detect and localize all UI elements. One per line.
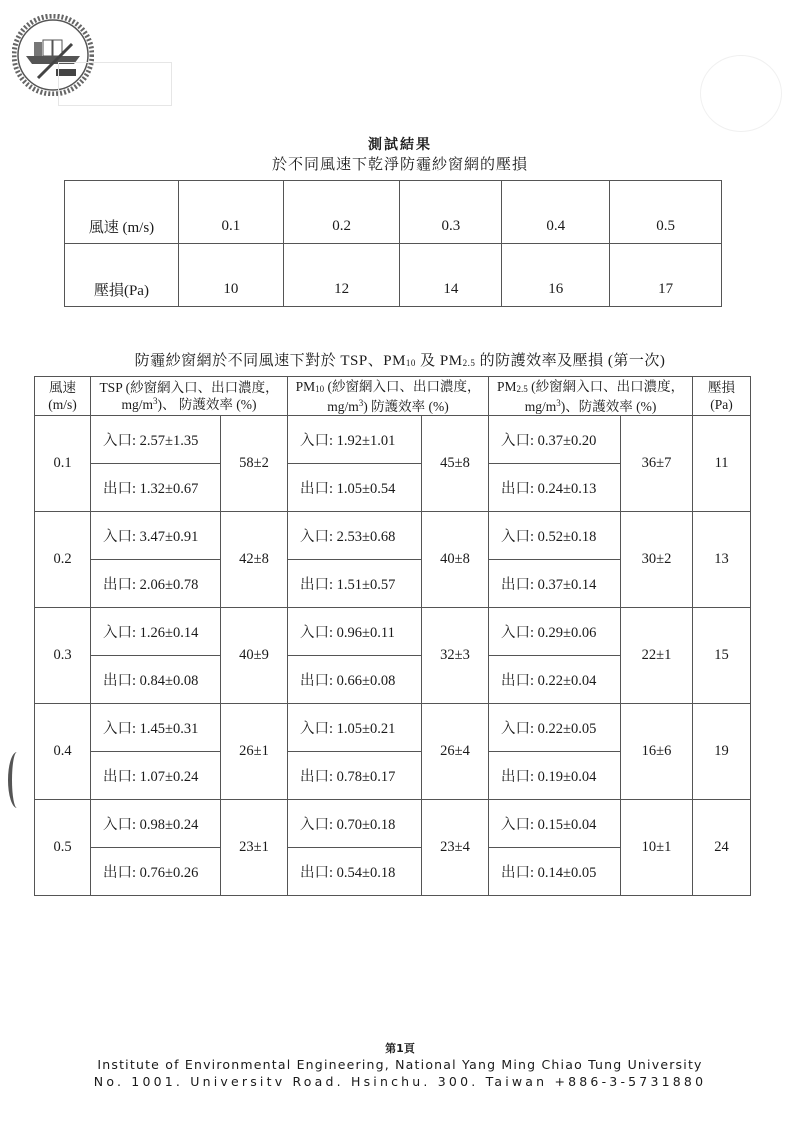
efficiency-table (34, 376, 751, 896)
cell: 14 (400, 244, 502, 307)
table-row (35, 416, 751, 464)
cell: 0.4 (502, 181, 610, 244)
pm25-efficiency: 16±6 (621, 704, 693, 800)
table-row (35, 608, 751, 656)
pm10-efficiency: 45±8 (422, 416, 489, 512)
cell: 0.2 (283, 181, 400, 244)
header-wind-speed (35, 377, 91, 416)
header-sub: 2.5 (516, 383, 528, 394)
header-text: PM (496, 378, 517, 394)
header-sup: 3 (153, 396, 158, 406)
pm25-inlet: 入口: 0.29±0.06 (489, 608, 621, 656)
pressure-drop-cell: 19 (693, 704, 751, 800)
tsp-efficiency: 42±8 (221, 512, 288, 608)
pm10-outlet: 出口: 1.51±0.57 (288, 560, 422, 608)
pm25-inlet: 入口: 0.15±0.04 (489, 800, 621, 848)
pm10-outlet: 出口: 0.54±0.18 (288, 848, 422, 896)
header-text: (m/s) (48, 397, 77, 412)
page-number: 第1頁 (385, 1042, 415, 1055)
table-row (35, 704, 751, 752)
pm25-efficiency: 30±2 (621, 512, 693, 608)
cell: 16 (502, 244, 610, 307)
pm25-outlet: 出口: 0.24±0.13 (489, 464, 621, 512)
cell: 12 (283, 244, 400, 307)
pm10-inlet: 入口: 0.70±0.18 (288, 800, 422, 848)
header-text: (Pa) (710, 397, 733, 412)
pressure-drop-cell: 24 (693, 800, 751, 896)
cell: 0.3 (400, 181, 502, 244)
tsp-efficiency: 26±1 (221, 704, 288, 800)
header-tsp (91, 377, 288, 416)
page-title: 測試結果 (368, 138, 432, 153)
header-text: TSP (紗窗網入口、出口濃度， (99, 380, 279, 395)
wind-speed-cell: 0.3 (35, 608, 91, 704)
tsp-efficiency: 58±2 (221, 416, 288, 512)
wind-speed-row (65, 181, 722, 244)
tsp-efficiency: 40±9 (221, 608, 288, 704)
header-text: )、防護效率 (%) (560, 398, 657, 414)
table2-caption (0, 349, 800, 370)
header-text: 壓損 (708, 380, 736, 395)
pm10-efficiency: 32±3 (422, 608, 489, 704)
pm10-efficiency: 40±8 (422, 512, 489, 608)
header-pm25 (489, 377, 693, 416)
pm10-inlet: 入口: 1.92±1.01 (288, 416, 422, 464)
header-sup: 3 (556, 397, 561, 408)
pm10-efficiency: 23±4 (422, 800, 489, 896)
wind-speed-cell: 0.5 (35, 800, 91, 896)
table-row (35, 800, 751, 848)
header-text: 風速 (49, 380, 76, 395)
header-sup: 3 (358, 397, 364, 408)
tsp-inlet: 入口: 3.47±0.91 (91, 512, 221, 560)
cell: 17 (610, 244, 722, 307)
tsp-inlet: 入口: 1.26±0.14 (91, 608, 221, 656)
pm25-inlet: 入口: 0.37±0.20 (489, 416, 621, 464)
header-text: )、 防護效率 (%) (157, 397, 257, 412)
caption-subscript: 10 (405, 358, 416, 368)
pm25-efficiency: 10±1 (621, 800, 693, 896)
pm10-outlet: 出口: 1.05±0.54 (288, 464, 422, 512)
tsp-outlet: 出口: 2.06±0.78 (91, 560, 221, 608)
tsp-inlet: 入口: 2.57±1.35 (91, 416, 221, 464)
pm25-efficiency: 36±7 (621, 416, 693, 512)
header-text: ) 防護效率 (%) (363, 398, 449, 414)
tsp-outlet: 出口: 1.07±0.24 (91, 752, 221, 800)
pm10-outlet: 出口: 0.78±0.17 (288, 752, 422, 800)
tsp-outlet: 出口: 0.84±0.08 (91, 656, 221, 704)
header-pressure-drop (693, 377, 751, 416)
caption-text: 防霾紗窗網於不同風速下對於 TSP、PM (134, 353, 406, 369)
tsp-outlet: 出口: 0.76±0.26 (91, 848, 221, 896)
header-text: mg/m (121, 397, 154, 412)
pm25-efficiency: 22±1 (621, 608, 693, 704)
header-text: (紗窗網入口、出口濃度， (527, 378, 685, 394)
pressure-drop-row (65, 244, 722, 307)
pressure-drop-cell: 13 (693, 512, 751, 608)
pm25-outlet: 出口: 0.37±0.14 (489, 560, 621, 608)
pm10-inlet: 入口: 1.05±0.21 (288, 704, 422, 752)
caption-text: 及 PM (415, 353, 463, 369)
tsp-inlet: 入口: 1.45±0.31 (91, 704, 221, 752)
pm25-inlet: 入口: 0.52±0.18 (489, 512, 621, 560)
tsp-inlet: 入口: 0.98±0.24 (91, 800, 221, 848)
pm25-inlet: 入口: 0.22±0.05 (489, 704, 621, 752)
row-label: 風速 (m/s) (65, 181, 179, 244)
caption-text: 的防護效率及壓損 (第一次) (475, 353, 666, 369)
wind-speed-cell: 0.4 (35, 704, 91, 800)
header-pm10 (288, 377, 489, 416)
header-row (35, 377, 751, 416)
caption-subscript: 2.5 (462, 358, 476, 368)
pm25-outlet: 出口: 0.19±0.04 (489, 752, 621, 800)
pm10-outlet: 出口: 0.66±0.08 (288, 656, 422, 704)
wind-speed-cell: 0.2 (35, 512, 91, 608)
table1-caption: 於不同風速下乾淨防霾紗窗網的壓損 (271, 157, 528, 173)
faint-seal (700, 55, 782, 132)
pressure-drop-cell: 15 (693, 608, 751, 704)
footer-address: No. 1001. Universitv Road. Hsinchu. 300. Taiwan +886-3-5731880 (93, 1074, 707, 1089)
header-sub: 10 (315, 383, 325, 394)
header-text: (紗窗網入口、出口濃度， (324, 378, 481, 394)
tsp-outlet: 出口: 1.32±0.67 (91, 464, 221, 512)
cell: 10 (178, 244, 283, 307)
table-row (35, 512, 751, 560)
pm10-efficiency: 26±4 (422, 704, 489, 800)
row-label: 壓損(Pa) (65, 244, 179, 307)
pm25-outlet: 出口: 0.14±0.05 (489, 848, 621, 896)
edge-mark (8, 752, 26, 808)
tsp-efficiency: 23±1 (221, 800, 288, 896)
cell: 0.1 (178, 181, 283, 244)
pm10-inlet: 入口: 2.53±0.68 (288, 512, 422, 560)
wind-speed-cell: 0.1 (35, 416, 91, 512)
pm10-inlet: 入口: 0.96±0.11 (288, 608, 422, 656)
cell: 0.5 (610, 181, 722, 244)
footer-institute: Institute of Environmental Engineering, National Yang Ming Chiao Tung University (97, 1057, 703, 1072)
header-text: mg/m (524, 398, 557, 414)
pressure-drop-table (64, 180, 722, 307)
pressure-drop-cell: 11 (693, 416, 751, 512)
faint-stamp-box (58, 62, 172, 106)
header-text: PM (295, 378, 316, 394)
header-text: mg/m (327, 398, 359, 414)
pm25-outlet: 出口: 0.22±0.04 (489, 656, 621, 704)
